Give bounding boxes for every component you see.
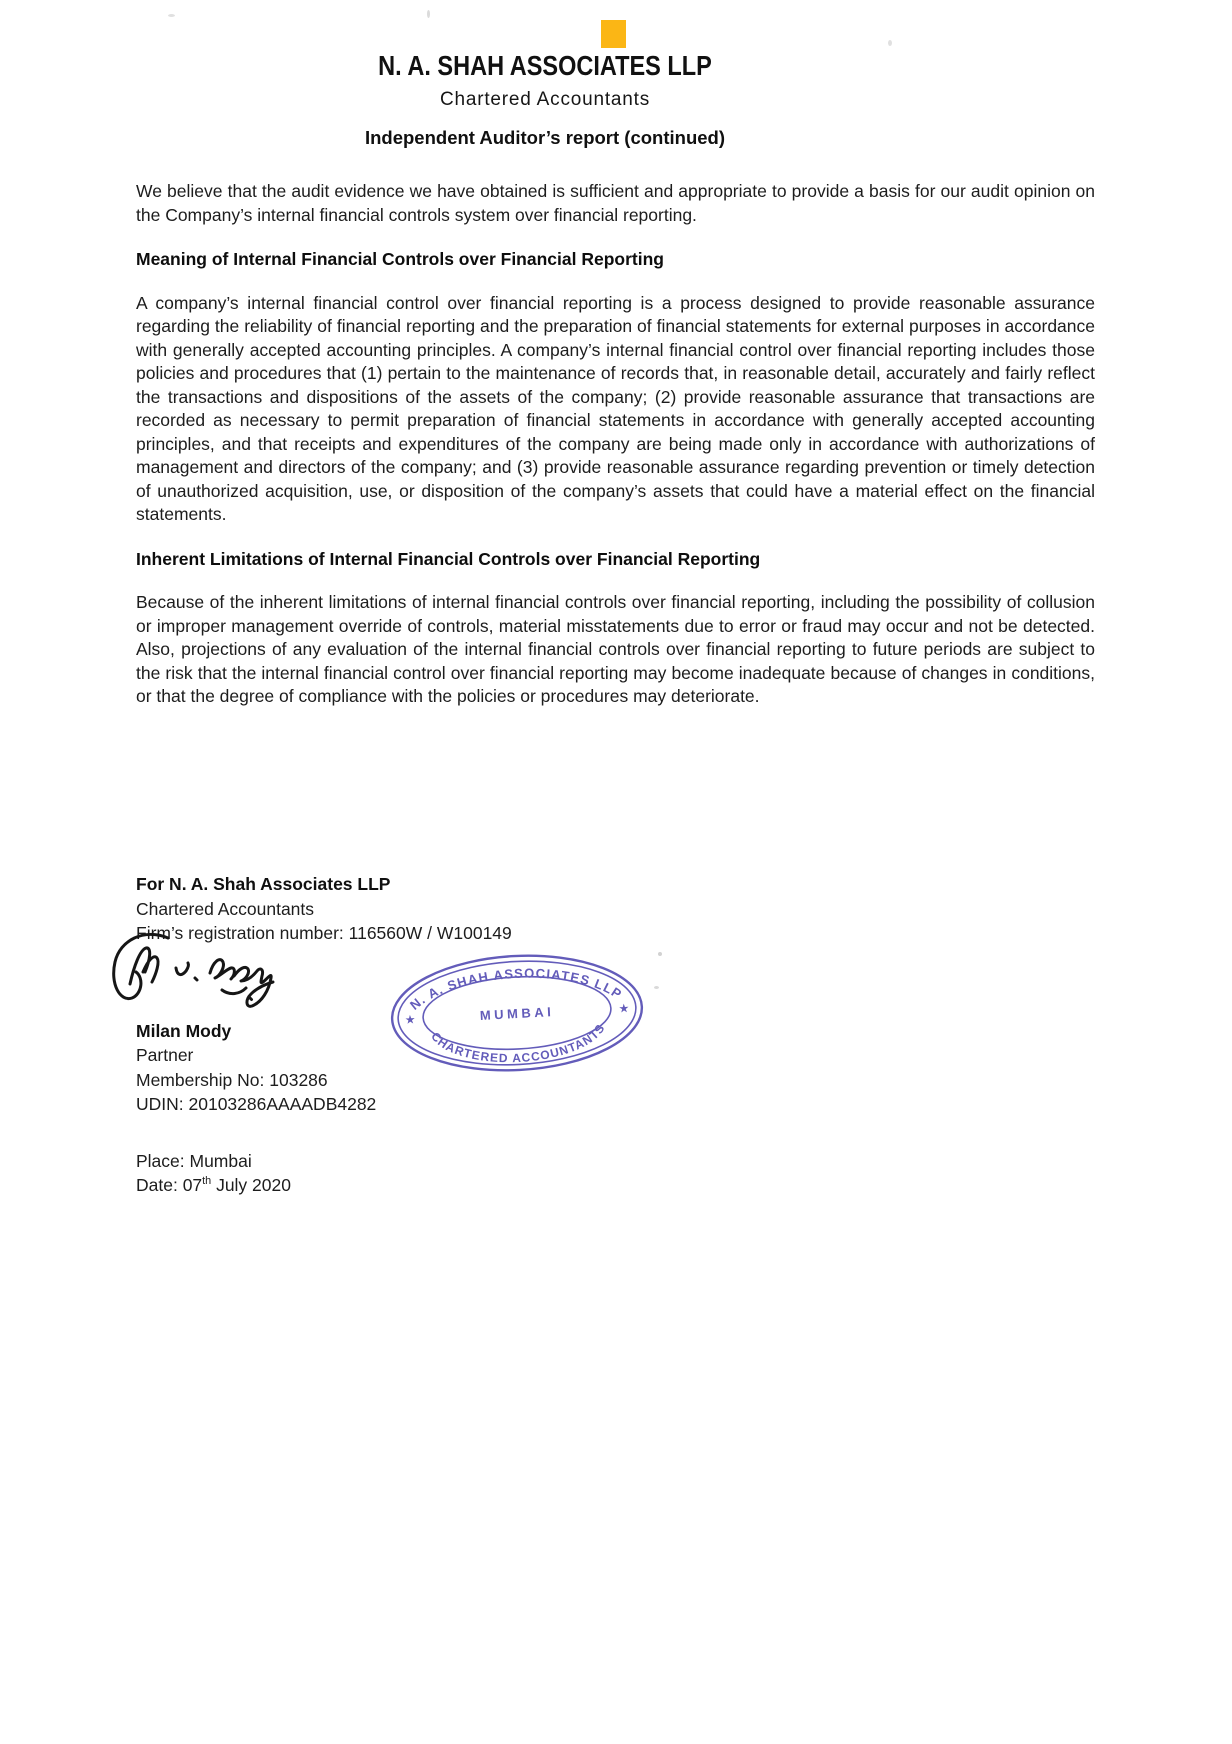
date-line (136, 1173, 836, 1198)
signatory-name: Milan Mody (136, 1020, 232, 1041)
place-line: Place: Mumbai (136, 1150, 252, 1171)
svg-text:N. A. SHAH ASSOCIATES LLP (406, 960, 626, 1013)
date-ordinal: th (202, 1175, 212, 1188)
firm-subtitle: Chartered Accountants (439, 89, 651, 110)
stamp-star-left-icon: ★ (404, 1011, 416, 1027)
letterhead (0, 50, 1090, 149)
membership-line: Membership No: 103286 (136, 1069, 328, 1090)
spacer (136, 1117, 836, 1149)
report-title: Independent Auditor’s report (continued) (364, 127, 726, 148)
date-suffix: July 2020 (211, 1175, 291, 1195)
for-firm-line: For N. A. Shah Associates LLP (136, 874, 391, 894)
section-heading-limitations: Inherent Limitations of Internal Financial Controls over Financial Reporting (136, 548, 761, 569)
registration-line: Firm’s registration number: 116560W / W100149 (136, 923, 512, 943)
stamp-center-text: MUMBAI (479, 1003, 555, 1023)
signature-scribble (110, 926, 340, 1021)
date-prefix: Date: 07 (136, 1175, 203, 1195)
firm-type-line: Chartered Accountants (136, 898, 315, 919)
report-body (136, 180, 1095, 709)
firm-name: N. A. SHAH ASSOCIATES LLP (378, 50, 712, 81)
signatory-title: Partner (136, 1045, 194, 1065)
section-paragraph-limitations: Because of the inherent limitations of internal financial controls over financial reporting, including the possibility of collusion or improper management override of controls, material misstatements due to error or fraud may occur and not be detected. Also, projections of any evaluation of the internal financial controls over financial reporting to future periods are subject to the risk that the internal financial control over financial reporting may become inadequate because of changes in conditions, or that the degree of compliance with the policies or procedures may deteriorate. (136, 592, 1095, 706)
scan-artifact (168, 14, 175, 17)
firm-stamp (385, 945, 649, 1080)
svg-text:CHARTERED ACCOUNTANTS (428, 1020, 610, 1069)
firm-logo-square (601, 20, 626, 48)
stamp-star-right-icon: ★ (618, 1000, 630, 1016)
section-heading-meaning: Meaning of Internal Financial Controls over Financial Reporting (136, 249, 664, 269)
udin-line: UDIN: 20103286AAAADB4282 (136, 1094, 377, 1114)
intro-paragraph: We believe that the audit evidence we have obtained is sufficient and appropriate to provide a basis for our audit opinion on the Company’s internal financial controls system over financial reporting. (136, 181, 1095, 225)
stamp-bottom-text: CHARTERED ACCOUNTANTS (428, 1020, 608, 1065)
scan-artifact (888, 40, 892, 46)
stamp-top-text: N. A. SHAH ASSOCIATES LLP (407, 965, 626, 1013)
signature-block (136, 872, 836, 1198)
section-paragraph-meaning: A company’s internal financial control over financial reporting is a process designed to provide reasonable assurance regarding the reliability of financial reporting and the preparation of financial statements for external purposes in accordance with generally accepted accounting principles. A company’s internal financial control over financial reporting includes those policies and procedures that (1) pertain to the maintenance of records that, in reasonable detail, accurately and fairly reflect the transactions and dispositions of the assets of the company; (2) provide reasonable assurance that transactions are recorded as necessary to permit preparation of financial statements in accordance with generally accepted accounting principles, and that receipts and expenditures of the company are being made only in accordance with authorizations of management and directors of the company; and (3) provide reasonable assurance regarding prevention or timely detection of unauthorized acquisition, use, or disposition of the company’s assets that could have a material effect on the financial statements. (136, 292, 1095, 524)
scan-artifact (427, 10, 430, 18)
